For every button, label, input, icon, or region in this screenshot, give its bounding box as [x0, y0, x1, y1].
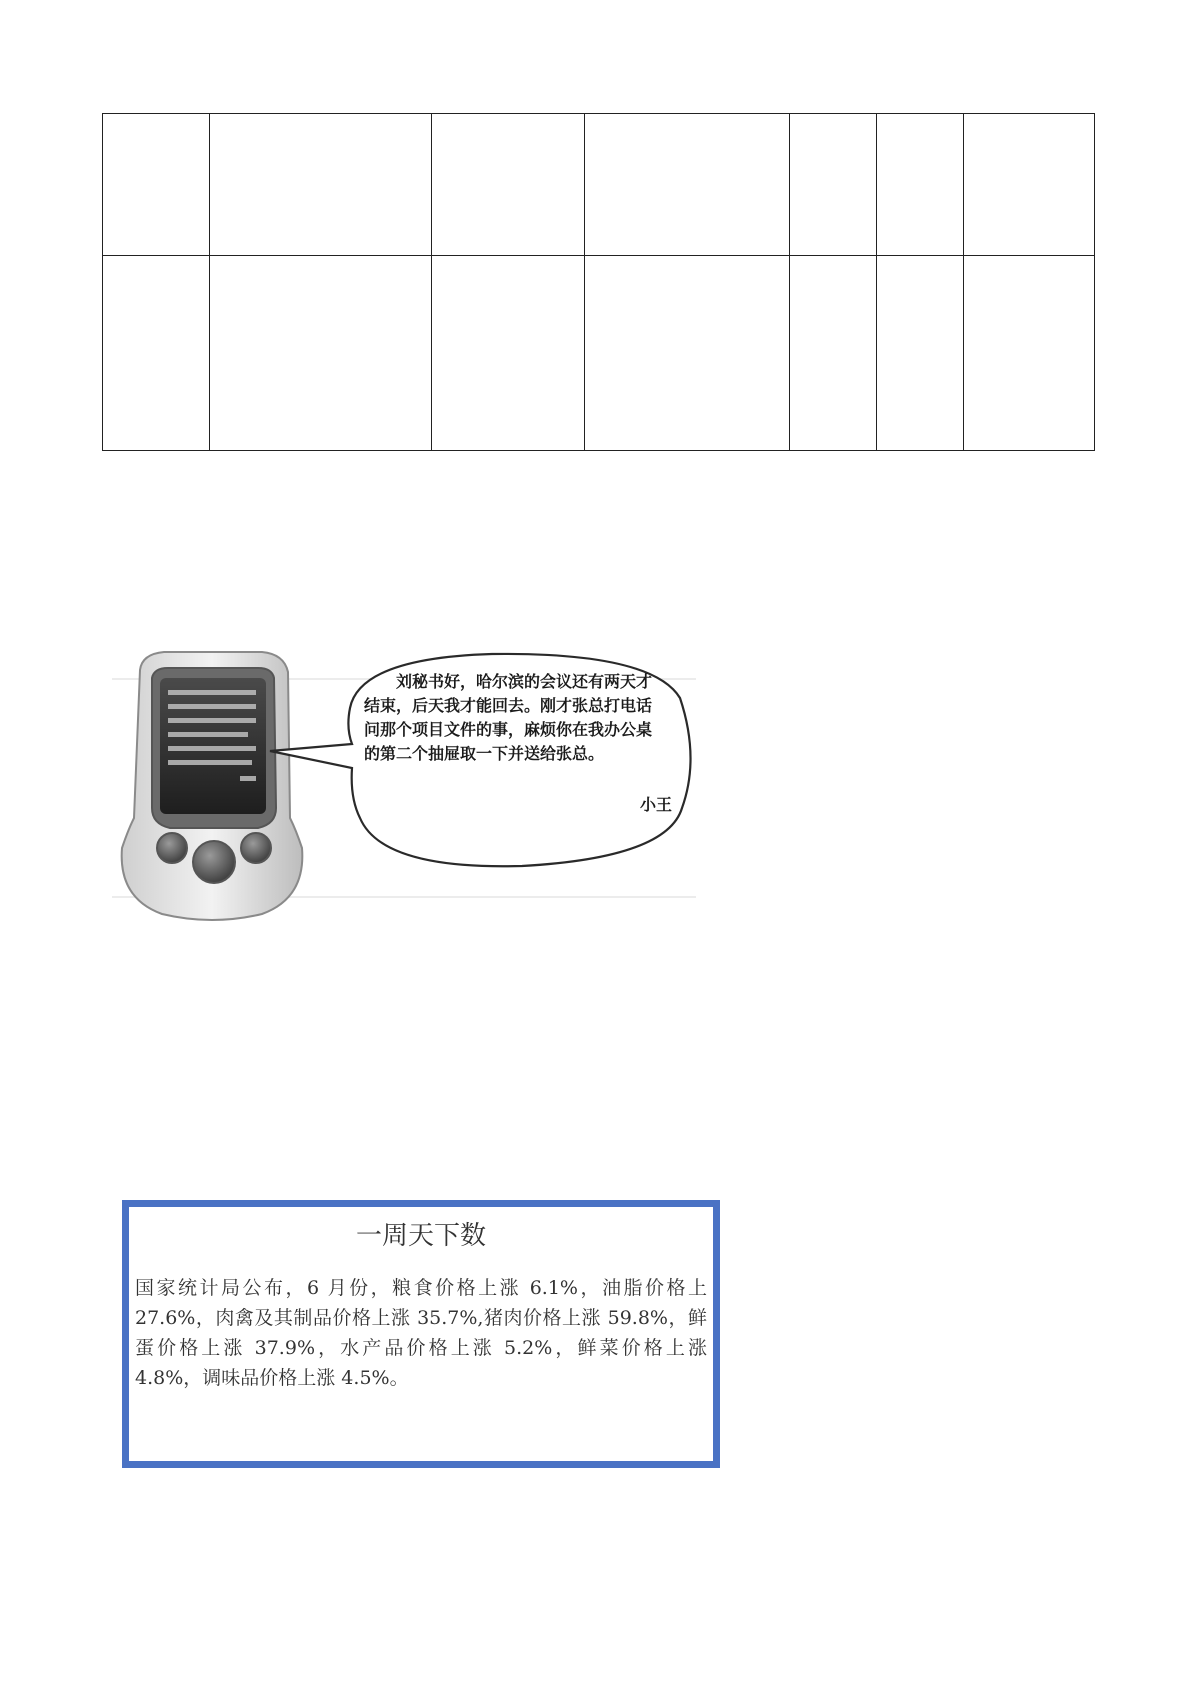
table-cell — [877, 114, 964, 256]
phone-right-button-icon — [241, 833, 271, 863]
table-cell — [210, 114, 432, 256]
table-cell — [877, 256, 964, 451]
table-cell — [585, 114, 790, 256]
table-cell — [585, 256, 790, 451]
news-box — [122, 1200, 720, 1468]
table-cell — [103, 256, 210, 451]
phone-left-button-icon — [157, 833, 187, 863]
sms-signature: 小王 — [639, 795, 672, 814]
phone-center-button-icon — [193, 841, 235, 883]
table-cell — [210, 256, 432, 451]
table-cell — [103, 114, 210, 256]
phone-screen — [160, 678, 266, 814]
news-body: 国家统计局公布，6 月份，粮食价格上涨 6.1%，油脂价格上 27.6%，肉禽及其制品价格上涨 35.7%,猪肉价格上涨 59.8%，鲜蛋价格上涨 37.9%，水产品价格上涨 5.2%，鲜菜价格上涨 4.8%，调味品价格上涨 4.5%。 — [135, 1277, 707, 1389]
table-cell — [432, 114, 585, 256]
table-cell — [432, 256, 585, 451]
table-cell — [790, 114, 877, 256]
sms-message: 刘秘书好，哈尔滨的会议还有两天才结束，后天我才能回去。刚才张总打电话问那个项目文件的事，麻烦你在我办公桌的第二个抽屉取一下并送给张总。 — [364, 672, 653, 763]
empty-table — [102, 113, 1095, 451]
table-cell — [964, 114, 1095, 256]
table-row — [103, 256, 1095, 451]
table-cell — [790, 256, 877, 451]
table-cell — [964, 256, 1095, 451]
news-title: 一周天下数 — [355, 1221, 486, 1251]
phone-figure — [112, 648, 696, 926]
table-row — [103, 114, 1095, 256]
